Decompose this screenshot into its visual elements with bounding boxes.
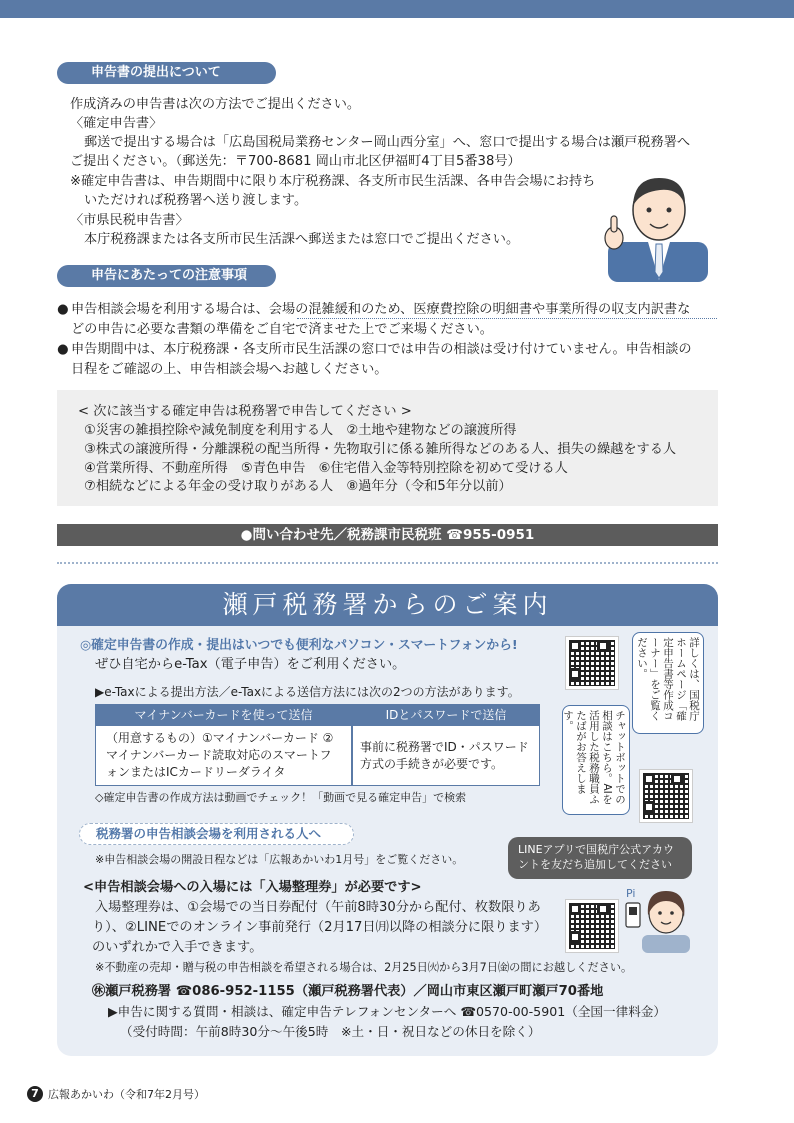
ticket-line-1: 入場整理券は、①会場での当日券配付（午前8時30分から配付、枚数限りあ [95, 900, 541, 915]
qr-corner-icon [569, 668, 581, 680]
notes-underline [297, 318, 717, 319]
kakutei-note-1: ※確定申告書は、申告期間中に限り本庁税務課、各支所市民生活課、各申告会場にお持ち [70, 174, 596, 189]
line-bubble-l1: LINEアプリで国税庁公式アカウ [518, 843, 675, 856]
woman-with-phone-illustration [620, 883, 692, 953]
qr-corner-icon [597, 640, 609, 652]
notes-bullet-2-line1: 申告期間中は、本庁税務課・各支所市民生活課の窓口では申告の相談は受け付けていません。申告相談の [71, 342, 692, 357]
dotted-separator [57, 562, 718, 564]
kakutei-note-2: いただければ税務署へ送り渡します。 [84, 193, 308, 208]
cases-title: < 次に該当する確定申告は税務署で申告してください > [78, 404, 412, 419]
qr-corner-icon [569, 903, 581, 915]
guide-title: 瀬戸税務署からのご案内 [57, 584, 718, 626]
line-bubble-l2: ントを友だち追加してください [518, 858, 672, 871]
bullet-dot-1: ● [57, 302, 69, 317]
table-cell-idpass-l1: 事前に税務署でID・パスワード [360, 740, 529, 754]
table-cell-mynumber [96, 726, 351, 785]
telephone-hours: （受付時間：午前8時30分〜午後5時 ※土・日・祝日などの休日を除く） [120, 1024, 541, 1039]
pi-label: Pi [626, 887, 636, 900]
businessman-illustration [600, 162, 710, 282]
page-number: 7 [27, 1086, 43, 1102]
qr-corner-icon [643, 801, 655, 813]
venue-pill: 税務署の申告相談会場を利用される人へ [79, 823, 354, 845]
bubble-chatbot: チャットボットでの相談はこちら。AIを活用した税務職員ふたばがお答えします。 [562, 705, 630, 815]
guide-method: ▶e-Taxによる提出方法／e-Taxによる送信方法には次の2つの方法があります。 [95, 685, 520, 699]
venue-note: ※申告相談会場の開設日程などは「広報あかいわ1月号」をご覧ください。 [95, 853, 464, 866]
cases-line-3: ④営業所得、不動産所得 ⑤青色申告 ⑥住宅借入金等特別控除を初めて受ける人 [84, 461, 568, 476]
notes-heading: 申告にあたっての注意事項 [57, 265, 276, 287]
kakutei-text-2: ご提出ください。（郵送先：〒700-8681 岡山市北区伊福町4丁目5番38号） [70, 154, 521, 169]
office-info: ㊡瀬戸税務署 ☎086-952-1155（瀬戸税務署代表）／岡山市東区瀬戸町瀬戸70番地 [92, 984, 604, 999]
qr-corner-icon [643, 773, 655, 785]
realestate-note: ※不動産の売却・贈与税の申告相談を希望される場合は、2月25日㈫から3月7日㈮の間にお越しください。 [95, 961, 633, 974]
kakutei-text-1: 郵送で提出する場合は「広島国税局業務センター岡山西分室」へ、窓口で提出する場合は瀬戸税務署へ [84, 135, 691, 150]
qr-corner-icon [569, 931, 581, 943]
table-cell-idpass [353, 726, 539, 785]
bullet-dot-2: ● [57, 342, 69, 357]
contact-bar: ●問い合わせ先／税務課市民税班 ☎955-0951 [57, 524, 718, 546]
kakutei-label: 〈確定申告書〉 [70, 116, 163, 131]
submission-line1: 作成済みの申告書は次の方法でご提出ください。 [70, 97, 361, 112]
qr-corner-icon [671, 773, 683, 785]
cases-line-4: ⑦相続などによる年金の受け取りがある人 ⑧過年分（令和5年分以前） [84, 479, 512, 494]
footer-label: 広報あかいわ（令和7年2月号） [48, 1088, 205, 1101]
city-text: 本庁税務課または各支所市民生活課へ郵送または窓口でご提出ください。 [84, 232, 520, 247]
table-cell-mynumber-l2: マイナンバーカード読取対応のスマートフ [106, 748, 332, 762]
top-bar [0, 0, 794, 18]
table-cell-mynumber-l1: （用意するもの）①マイナンバーカード ② [106, 731, 334, 745]
guide-lead: ◎確定申告書の作成・提出はいつでも便利なパソコン・スマートフォンから! [80, 638, 518, 653]
bubble-nta-info: 詳しくは、国税庁ホームページ「確定申告書等作成コーナー」をご覧ください。 [632, 632, 704, 734]
notes-bullet-1-line1: 申告相談会場を利用する場合は、会場の混雑緩和のため、医療費控除の明細書や事業所得の収支内訳書な [71, 302, 691, 317]
line-bubble [508, 837, 692, 879]
guide-video: ◇確定申告書の作成方法は動画でチェック！「動画で見る確定申告」で検索 [95, 791, 467, 804]
cases-line-1: ①災害の雑損控除や減免制度を利用する人 ②土地や建物などの譲渡所得 [84, 423, 517, 438]
ticket-line-3: のいずれかで入手できます。 [92, 940, 263, 955]
guide-etax: ぜひ自宅からe-Tax（電子申告）をご利用ください。 [95, 657, 406, 672]
notes-bullet-2-line2: 日程をご確認の上、申告相談会場へお越しください。 [71, 362, 388, 377]
submission-heading: 申告書の提出について [57, 62, 276, 84]
cases-line-2: ③株式の譲渡所得・分離課税の配当所得・先物取引に係る雑所得などのある人、損失の繰越をする人 [84, 442, 677, 457]
ticket-title: <申告相談会場への入場には「入場整理券」が必要です> [83, 880, 422, 895]
table-header-mynumber: マイナンバーカードを使って送信 [96, 705, 351, 725]
city-label: 〈市県民税申告書〉 [70, 213, 189, 228]
ticket-line-2: り）、②LINEでのオンライン事前発行（2月17日㈪以降の相談分に限ります） [92, 920, 548, 935]
table-header-idpass: IDとパスワードで送信 [353, 705, 539, 725]
table-cell-mynumber-l3: ォンまたはICカードリーダライタ [106, 765, 286, 779]
qr-corner-icon [597, 903, 609, 915]
qr-corner-icon [569, 640, 581, 652]
telephone-center: ▶申告に関する質問・相談は、確定申告テレフォンセンターへ ☎0570-00-5901（全国一律料金） [108, 1004, 666, 1019]
table-cell-idpass-l2: 方式の手続きが必要です。 [360, 757, 504, 771]
notes-bullet-1-line2: どの申告に必要な書類の準備をご自宅で済ませた上でご来場ください。 [71, 322, 493, 337]
